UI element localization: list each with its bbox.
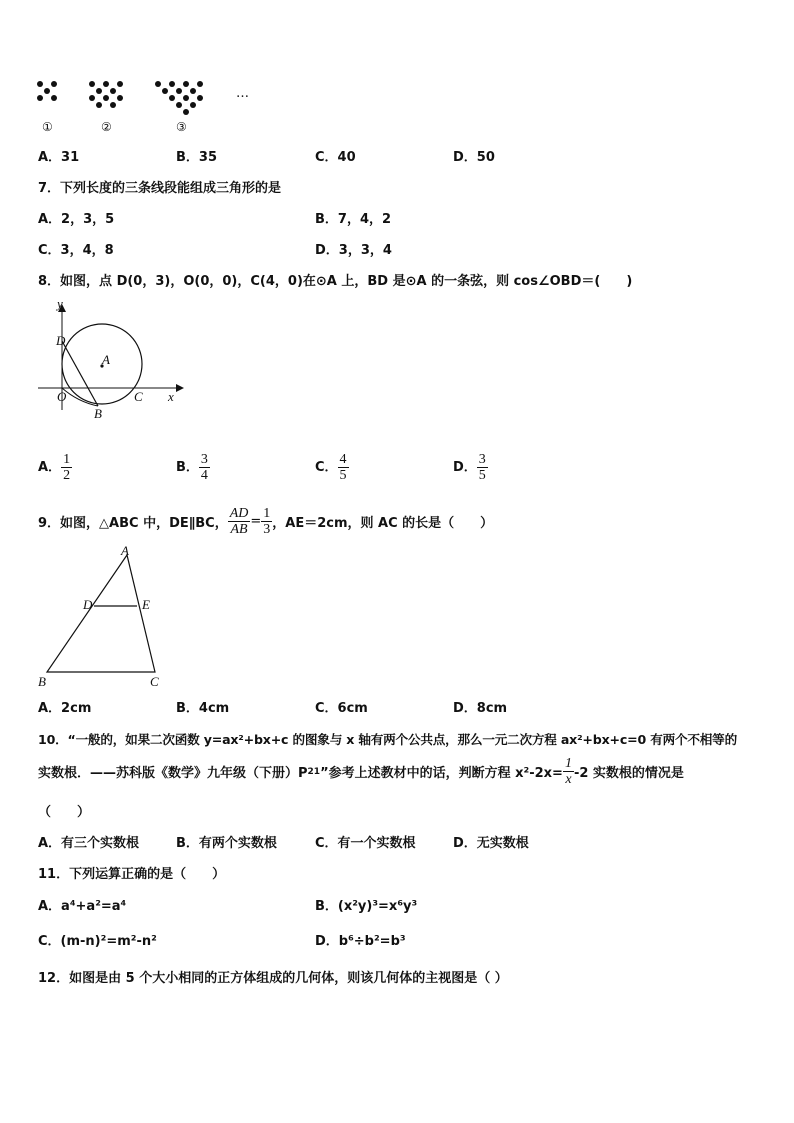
q8-stem-text: D(0，3)，O(0，0)，C(4，0)在⊙A 上，BD 是⊙A 的一条弦，则 cos∠OBD＝( ) xyxy=(116,274,633,289)
q10-line2: 实数根．——苏科版《数学》九年级（下册）P 21 ”参考上述教材中的话，判断方程 x²-2x= $\frac{1}{x}$ -2 实数根的情况是 xyxy=(38,756,684,787)
label-y: y xyxy=(57,296,63,311)
fraction: $\frac{3}{4}$ xyxy=(200,452,208,483)
q9-option-c: C．6cm xyxy=(315,701,368,716)
q11-option-c: C．(m-n)²=m²-n² xyxy=(38,934,157,949)
figure-label-2: ② xyxy=(101,120,112,134)
fraction: $\frac{4}{5}$ xyxy=(339,452,347,483)
q10-option-c: C．有一个实数根 xyxy=(315,836,416,851)
label-c: C xyxy=(150,674,159,689)
q9-stem: 9．如图，△ABC 中，DE∥BC， $\frac{AD}{AB}$ = $\frac{1}{3}$ ，AE＝2cm，则 AC 的长是（ ） xyxy=(38,506,494,537)
label-a: A xyxy=(121,543,129,558)
q8-stem-prefix: 8．如图，点 xyxy=(38,274,113,289)
chord-bd xyxy=(62,341,98,406)
q7-stem: 7．下列长度的三条线段能组成三角形的是 xyxy=(38,181,282,196)
fraction-one-over-x: $\frac{1}{x}$ xyxy=(564,756,572,787)
q7-option-d: D．3，3，4 xyxy=(315,243,392,258)
q8-option-d: D． $\frac{3}{5}$ xyxy=(453,452,486,483)
label-d: D xyxy=(56,333,66,348)
label-x: x xyxy=(168,389,174,404)
q8-stem xyxy=(38,270,632,289)
fraction: $\frac{1}{2}$ xyxy=(63,452,71,483)
q10-line3: （ ） xyxy=(38,805,91,820)
q11-option-b: B．(x²y)³=x⁶y³ xyxy=(315,899,418,914)
q6-option-b: B．35 xyxy=(176,150,217,165)
figure-label-1: ① xyxy=(42,120,53,134)
dot-figure-3 xyxy=(155,81,203,115)
q8-circle-figure xyxy=(30,298,190,423)
q6-option-a: A．31 xyxy=(38,150,80,165)
q11-option-a: A．a⁴+a²=a⁴ xyxy=(38,899,127,914)
q11-stem: 11．下列运算正确的是（ ） xyxy=(38,867,226,882)
q9-option-a: A．2cm xyxy=(38,701,92,716)
q10-option-d: D．无实数根 xyxy=(453,836,529,851)
label-o: O xyxy=(57,389,67,404)
q10-line1: 10．“一般的，如果二次函数 y=ax²+bx+c 的图象与 x 轴有两个公共点，那么一元二次方程 ax²+bx+c=0 有两个不相等的 xyxy=(38,732,737,747)
q7-option-b: B．7，4，2 xyxy=(315,212,392,227)
q9-option-b: B．4cm xyxy=(176,701,230,716)
q10-option-a: A．有三个实数根 xyxy=(38,836,140,851)
dot-figure-1 xyxy=(37,81,57,101)
triangle-abc xyxy=(47,555,155,672)
label-e: E xyxy=(142,597,150,612)
q11-option-d: D．b⁶÷b²=b³ xyxy=(315,934,406,949)
label-c: C xyxy=(134,389,143,404)
q6-option-d: D．50 xyxy=(453,150,495,165)
ellipsis: … xyxy=(236,86,249,101)
label-d: D xyxy=(83,597,93,612)
q10-option-b: B．有两个实数根 xyxy=(176,836,277,851)
dot-figure-2 xyxy=(89,81,123,108)
q9-option-d: D．8cm xyxy=(453,701,508,716)
fraction-one-third: $\frac{1}{3}$ xyxy=(263,506,271,537)
dot-pattern-figures xyxy=(30,76,270,116)
q6-option-c: C．40 xyxy=(315,150,356,165)
fraction-ad-ab: $\frac{AD}{AB}$ xyxy=(229,506,249,537)
q7-option-c: C．3，4，8 xyxy=(38,243,114,258)
q8-option-c: C． $\frac{4}{5}$ xyxy=(315,452,347,483)
q8-option-b: B． $\frac{3}{4}$ xyxy=(176,452,208,483)
q8-option-a: A． $\frac{1}{2}$ xyxy=(38,452,71,483)
label-b: B xyxy=(38,674,46,689)
label-a: A xyxy=(102,352,110,367)
q9-triangle-figure xyxy=(40,550,170,680)
q7-option-a: A．2，3，5 xyxy=(38,212,115,227)
figure-label-3: ③ xyxy=(176,120,187,134)
label-b: B xyxy=(94,406,102,421)
fraction: $\frac{3}{5}$ xyxy=(478,452,486,483)
q12-stem: 12．如图是由 5 个大小相同的正方体组成的几何体，则该几何体的主视图是（ ） xyxy=(38,971,508,986)
x-axis-arrow xyxy=(176,384,184,392)
